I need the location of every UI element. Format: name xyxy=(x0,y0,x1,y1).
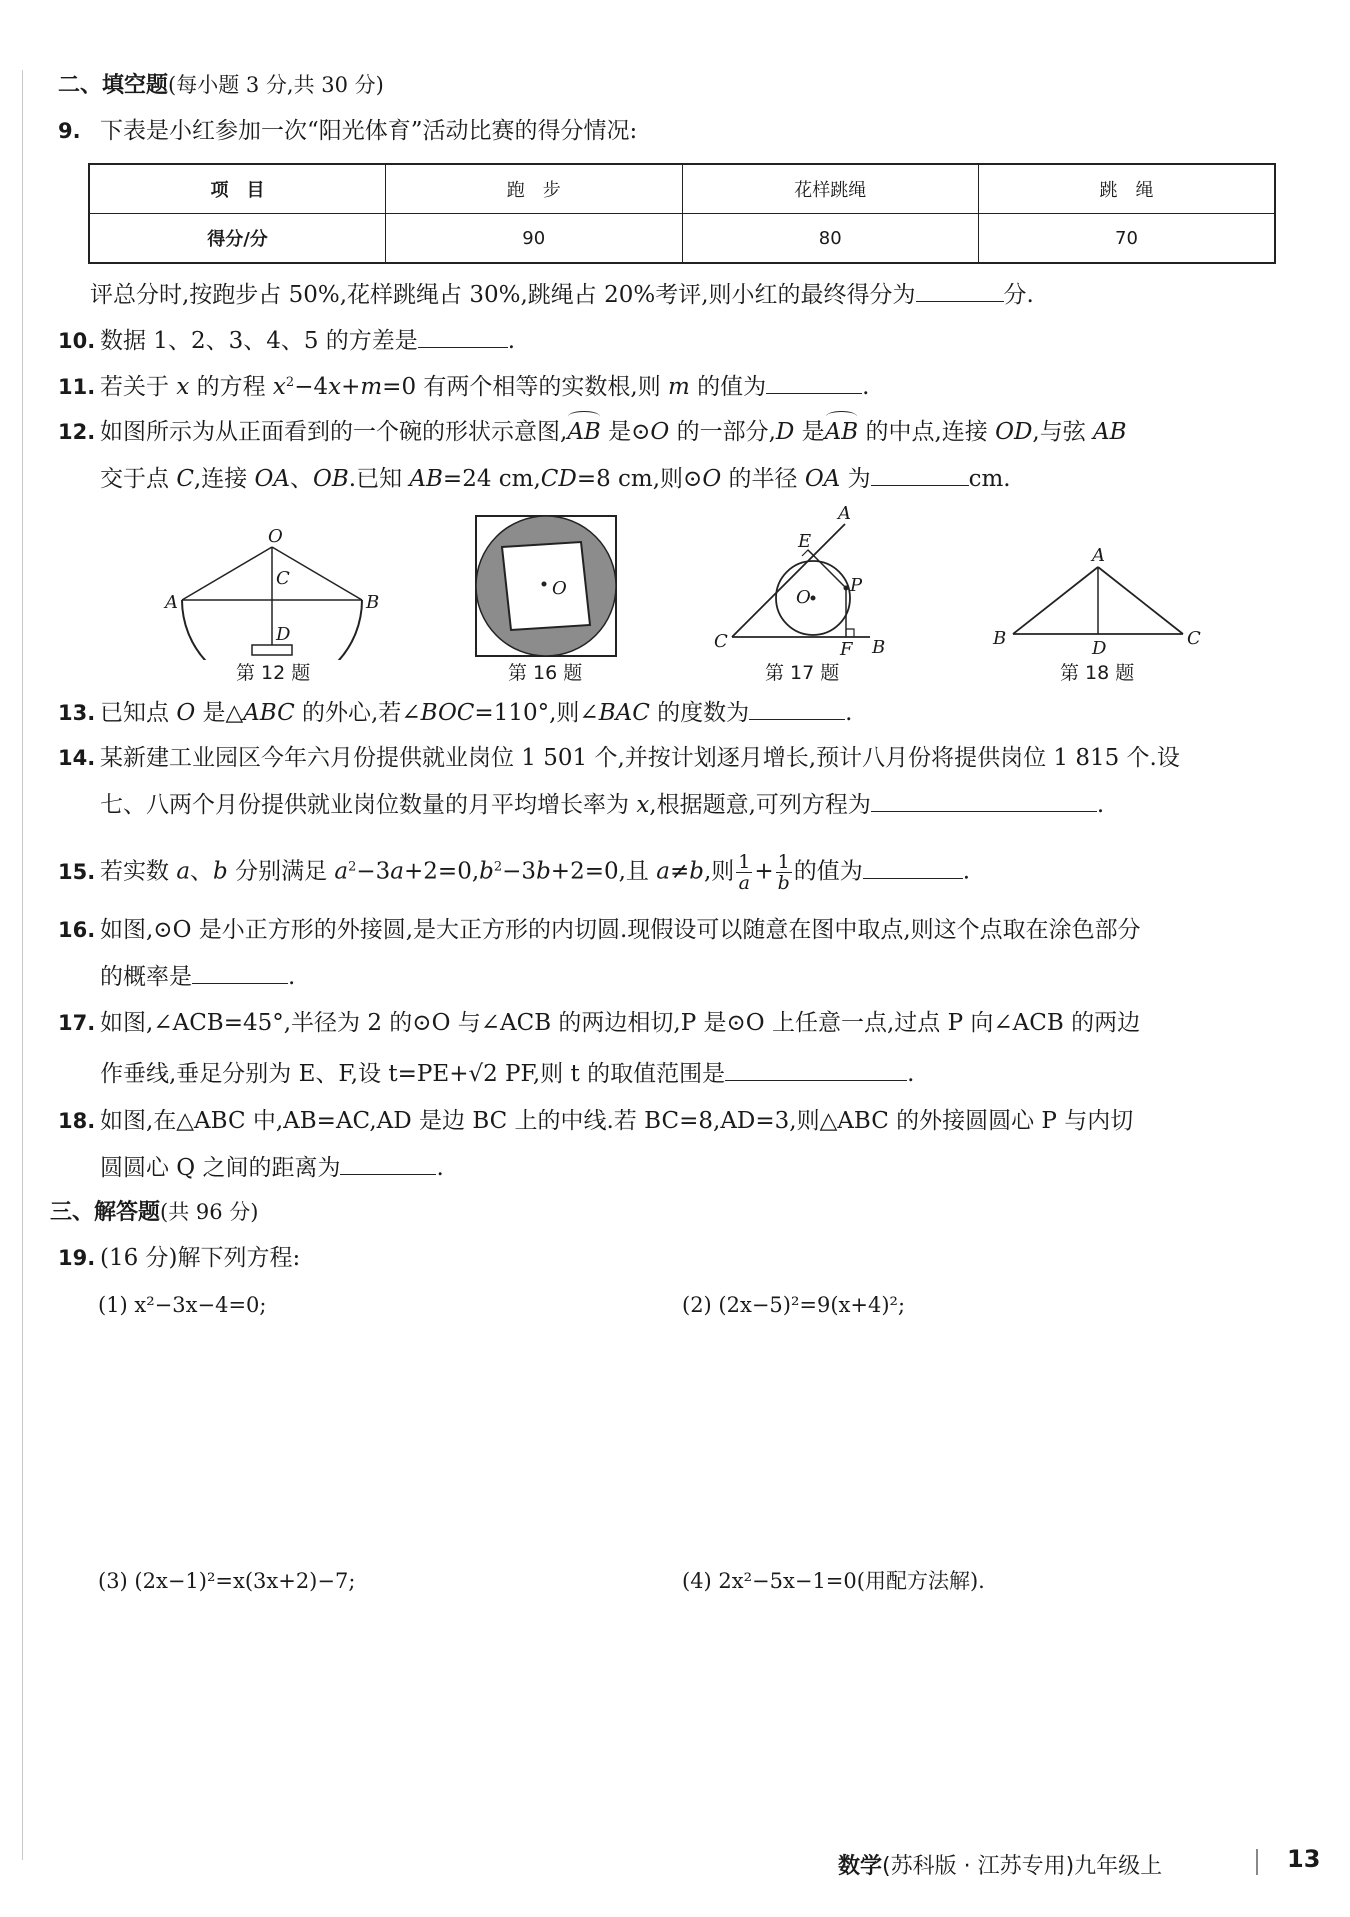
question-text: 的方程 xyxy=(189,374,273,400)
question-12-line2: 交于点 C,连接 OA、OB.已知 AB=24 cm,CD=8 cm,则⊙O 的半径 OA 为 cm. xyxy=(100,463,1011,494)
question-text: .已知 xyxy=(348,466,410,492)
figure-12-bowl xyxy=(160,520,380,660)
point-label: F xyxy=(840,639,853,660)
answer-blank[interactable] xyxy=(725,1058,907,1081)
question-number: 13. xyxy=(58,701,96,725)
table-cell: 90 xyxy=(386,214,683,264)
question-10: 10. 数据 1、2、3、4、5 的方差是 . xyxy=(58,325,515,356)
question-text: =24 cm, xyxy=(442,466,541,492)
question-13: 13. 已知点 O 是△ABC 的外心,若∠BOC=110°,则∠BAC 的度数为 . xyxy=(58,697,852,728)
question-text: 数据 1、2、3、4、5 的方差是 xyxy=(100,328,418,354)
answer-blank[interactable] xyxy=(749,697,845,720)
score-table xyxy=(88,163,1276,264)
question-text: (16 分)解下列方程: xyxy=(100,1245,301,1271)
question-text: 、 xyxy=(290,466,314,492)
question-text: 交于点 xyxy=(100,466,177,492)
figure-caption: 第 16 题 xyxy=(508,662,583,684)
question-number: 19. xyxy=(58,1246,96,1270)
answer-blank[interactable] xyxy=(871,463,969,486)
table-header-row xyxy=(89,164,1275,214)
point-label: D xyxy=(1092,638,1107,659)
footer-edition: (苏科版 · 江苏专用)九年级上 xyxy=(882,1854,1163,1879)
question-text: ,且 xyxy=(618,858,657,885)
question-text: =8 cm,则⊙ xyxy=(576,466,703,492)
figure-16-squares xyxy=(472,512,622,660)
table-cell: 花样跳绳 xyxy=(682,164,979,214)
section-heading xyxy=(58,70,384,101)
question-text: 的度数为 xyxy=(649,700,750,726)
section-heading xyxy=(50,1197,258,1228)
point-label: O xyxy=(552,578,567,599)
question-text: =110°,则∠ xyxy=(474,700,599,726)
question-15: 15. 若实数 a、b 分别满足 $a^2-3a+2=0,b^2-3b+2=0$,且 a≠b,则 $\frac{1}{a}$ + $\frac{1}{b}$ 的值为 . xyxy=(58,851,971,894)
question-text: ,与弦 xyxy=(1032,419,1094,445)
table-cell: 得分/分 xyxy=(89,214,386,264)
point-label: B xyxy=(366,592,380,613)
question-19-part-1: (1) x²−3x−4=0; xyxy=(98,1293,267,1317)
question-number: 16. xyxy=(58,918,96,942)
point-label: B xyxy=(872,637,886,658)
question-text: 已知点 xyxy=(100,700,177,726)
table-cell: 80 xyxy=(682,214,979,264)
table-cell: 跳 绳 xyxy=(979,164,1276,214)
page-footer xyxy=(838,1849,1162,1880)
question-17-line2: 作垂线,垂足分别为 E、F,设 t=PE+√2 PF,则 t 的取值范围是 . xyxy=(100,1058,914,1089)
point-label: A xyxy=(1092,545,1105,566)
question-text: 如图,在△ABC 中,AB=AC,AD 是边 BC 上的中线.若 BC=8,AD=3,则△ABC 的外接圆圆心 P 与内切 xyxy=(100,1108,1134,1134)
question-text: 是 xyxy=(794,419,825,445)
question-number: 14. xyxy=(58,746,96,770)
answer-blank[interactable] xyxy=(871,789,1097,812)
question-9-followup xyxy=(90,279,1034,310)
point-label: C xyxy=(714,631,728,652)
question-text: 是⊙ xyxy=(600,419,651,445)
answer-blank[interactable] xyxy=(863,856,963,879)
point-label: A xyxy=(165,592,178,613)
table-row xyxy=(89,214,1275,264)
question-text: 的中点,连接 xyxy=(858,419,996,445)
question-number: 12. xyxy=(58,420,96,444)
question-text: 的值为 xyxy=(689,374,767,400)
question-16 xyxy=(58,915,1141,945)
question-text: 下表是小红参加一次“阳光体育”活动比赛的得分情况: xyxy=(100,118,638,144)
question-text: 的值为 xyxy=(793,858,863,885)
question-text: 的一部分, xyxy=(669,419,776,445)
question-number: 15. xyxy=(58,859,96,884)
question-text: cm. xyxy=(968,466,1011,492)
point-label: E xyxy=(798,531,812,552)
question-text: 作垂线,垂足分别为 E、F,设 t=PE+√2 PF,则 t 的取值范围是 xyxy=(100,1061,726,1087)
answer-blank[interactable] xyxy=(418,325,508,348)
figure-17-angle xyxy=(710,505,900,660)
point-label: P xyxy=(850,575,863,596)
section-subtitle: (共 96 分) xyxy=(160,1200,259,1224)
table-cell: 项 目 xyxy=(89,164,386,214)
question-text: 的外心,若∠ xyxy=(294,700,421,726)
question-18 xyxy=(58,1106,1133,1136)
point-label: O xyxy=(796,587,811,608)
question-11: 11. 若关于 x 的方程 $x^2-4x+m=0$ 有两个相等的实数根,则 m 的值为 . xyxy=(58,371,869,402)
point-label: O xyxy=(268,526,283,547)
page-number: 13 xyxy=(1287,1845,1321,1873)
figure-caption: 第 12 题 xyxy=(236,662,311,684)
question-16-line2: 的概率是 . xyxy=(100,961,295,992)
margin-rule xyxy=(22,70,23,1860)
table-cell: 跑 步 xyxy=(386,164,683,214)
question-text: 如图,∠ACB=45°,半径为 2 的⊙O 与∠ACB 的两边相切,P 是⊙O 上任意一点,过点 P 向∠ACB 的两边 xyxy=(100,1010,1141,1036)
question-text: 七、八两个月份提供就业岗位数量的月平均增长率为 xyxy=(100,792,637,818)
figure-18-triangle xyxy=(985,542,1205,660)
question-text: 分. xyxy=(1003,282,1034,308)
question-text: 如图所示为从正面看到的一个碗的形状示意图, xyxy=(100,419,568,445)
section-title: 二、填空题 xyxy=(58,73,169,98)
question-19 xyxy=(58,1243,300,1273)
question-text: 的半径 xyxy=(721,466,805,492)
question-19-part-2: (2) (2x−5)²=9(x+4)²; xyxy=(682,1293,906,1317)
question-12: 12. 如图所示为从正面看到的一个碗的形状示意图,AB 是⊙O 的一部分,D 是AB 的中点,连接 OD,与弦 AB xyxy=(58,419,1127,445)
answer-blank[interactable] xyxy=(916,279,1004,302)
question-18-line2: 圆圆心 Q 之间的距离为 . xyxy=(100,1152,444,1183)
point-label: C xyxy=(1187,628,1201,649)
question-19-part-3: (3) (2x−1)²=x(3x+2)−7; xyxy=(98,1569,356,1593)
footer-subject: 数学 xyxy=(838,1854,883,1879)
question-number: 17. xyxy=(58,1011,96,1035)
question-number: 9. xyxy=(58,119,81,143)
question-text: ,则 xyxy=(703,858,735,885)
question-19-part-4: (4) 2x²−5x−1=0(用配方法解). xyxy=(682,1569,985,1593)
answer-blank[interactable] xyxy=(340,1152,436,1175)
question-14-line2: 七、八两个月份提供就业岗位数量的月平均增长率为 x,根据题意,可列方程为 . xyxy=(100,789,1104,820)
question-text: 圆圆心 Q 之间的距离为 xyxy=(100,1155,341,1181)
question-text: 有两个相等的实数根,则 xyxy=(416,374,669,400)
figure-caption: 第 17 题 xyxy=(765,662,840,684)
question-number: 11. xyxy=(58,375,96,399)
question-text: 某新建工业园区今年六月份提供就业岗位 1 501 个,并按计划逐月增长,预计八月份将提供岗位 1 815 个.设 xyxy=(100,745,1180,771)
question-text: 分别满足 xyxy=(227,858,335,885)
point-label: C xyxy=(276,568,290,589)
point-label: A xyxy=(838,505,851,524)
question-14 xyxy=(58,743,1180,773)
question-text: ,根据题意,可列方程为 xyxy=(649,792,871,818)
question-text: 的概率是 xyxy=(100,964,192,990)
question-text: 若实数 xyxy=(100,858,177,885)
question-text: 为 xyxy=(840,466,871,492)
point-label: B xyxy=(993,628,1007,649)
question-text: 是△ xyxy=(195,700,244,726)
question-number: 10. xyxy=(58,329,96,353)
footer-divider xyxy=(1256,1849,1258,1875)
question-text: 评总分时,按跑步占 50%,花样跳绳占 30%,跳绳占 20%考评,则小红的最终得分为 xyxy=(90,282,916,308)
figure-caption: 第 18 题 xyxy=(1060,662,1135,684)
table-cell: 70 xyxy=(979,214,1276,264)
question-number: 18. xyxy=(58,1109,96,1133)
question-text: ,连接 xyxy=(193,466,255,492)
point-label: D xyxy=(276,624,291,645)
answer-blank[interactable] xyxy=(766,371,862,394)
question-text: 若关于 xyxy=(100,374,177,400)
section-subtitle: (每小题 3 分,共 30 分) xyxy=(168,73,384,97)
answer-blank[interactable] xyxy=(192,961,288,984)
section-title: 三、解答题 xyxy=(50,1200,161,1225)
question-17 xyxy=(58,1008,1140,1038)
question-9 xyxy=(58,116,637,146)
question-text: 如图,⊙O 是小正方形的外接圆,是大正方形的内切圆.现假设可以随意在图中取点,则这个点取在涂色部分 xyxy=(100,917,1141,943)
